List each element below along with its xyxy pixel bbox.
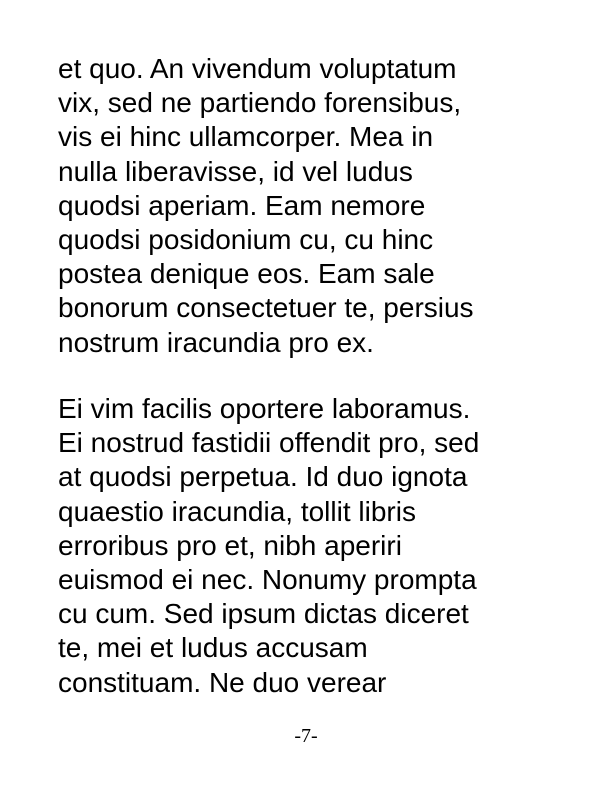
paragraph-line: quodsi aperiam. Eam nemore	[58, 189, 426, 221]
paragraph-1	[58, 52, 474, 360]
paragraph-line: constituam. Ne duo verear	[58, 666, 387, 698]
page-number: -7-	[294, 725, 318, 747]
paragraph-2	[58, 392, 479, 700]
paragraph-line: bonorum consectetuer te, persius	[58, 292, 474, 324]
paragraph-line: quaestio iracundia, tollit libris	[58, 495, 416, 527]
paragraph-line: at quodsi perpetua. Id duo ignota	[58, 461, 468, 493]
paragraph-line: nulla liberavisse, id vel ludus	[58, 155, 413, 187]
paragraph-line: erroribus pro et, nibh aperiri	[58, 529, 402, 561]
paragraph-line: Ei nostrud fastidii offendit pro, sed	[58, 427, 480, 459]
paragraph-line: te, mei et ludus accusam	[58, 632, 368, 664]
paragraph-line: nostrum iracundia pro ex.	[58, 326, 374, 358]
paragraph-line: vis ei hinc ullamcorper. Mea in	[58, 121, 434, 153]
paragraph-line: euismod ei nec. Nonumy prompta	[58, 563, 477, 595]
paragraph-line: postea denique eos. Eam sale	[58, 258, 435, 290]
paragraph-line: Ei vim facilis oportere laboramus.	[58, 393, 471, 424]
paragraph-line: et quo. An vivendum voluptatum	[58, 53, 457, 84]
paragraph-line: quodsi posidonium cu, cu hinc	[58, 223, 434, 255]
paragraph-line: vix, sed ne partiendo forensibus,	[58, 87, 462, 119]
paragraph-line: cu cum. Sed ipsum dictas diceret	[58, 598, 469, 630]
